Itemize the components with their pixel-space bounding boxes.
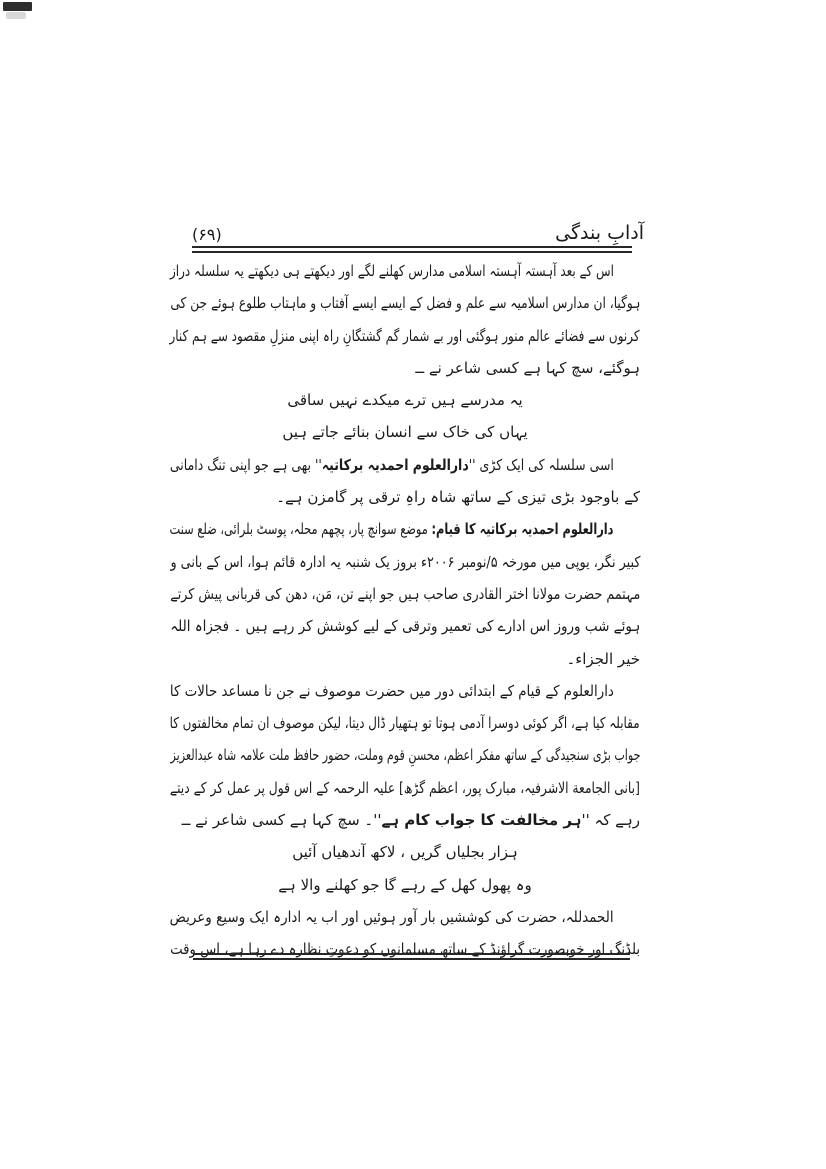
line-text	[170, 320, 640, 352]
text-segment: اس کے بعد آہستہ آہستہ اسلامی مدارس کھلنے لگے اور دیکھتے ہی دیکھتے یہ سلسلہ دراز	[170, 262, 614, 280]
body-line	[170, 481, 640, 513]
page-body	[170, 255, 640, 966]
body-line	[170, 707, 640, 739]
line-text	[170, 449, 614, 481]
line-text	[170, 255, 614, 287]
text-segment: ہوئے شب وروز اس ادارے کی تعمیر وترقی کے لیے کوشش کر رہے ہیں ۔ فجزاہ اللہ	[170, 617, 640, 636]
line-text	[276, 481, 640, 513]
verse-line	[170, 869, 640, 901]
body-line	[170, 643, 640, 675]
line-text	[170, 675, 614, 707]
text-segment: بلڈنگ اور خوبصورت گراؤنڈ کے ساتھ مسلمانوں کو دعوتِ نظارہ دے رہا ہے، اس وقت	[170, 940, 640, 959]
text-segment: یہ مدرسے ہیں ترے میکدے نہیں ساقی	[287, 391, 523, 410]
verse-line	[170, 416, 640, 448]
page-number: (۶۹)	[192, 225, 222, 244]
line-text	[415, 352, 640, 384]
line-text	[170, 513, 614, 545]
text-segment: جواب بڑی سنجیدگی کے ساتھ مفکر اعظم، محسنِ قوم وملت، حضور حافظ ملت علامہ شاہ عبدالعزیز	[170, 746, 640, 765]
body-line	[170, 933, 640, 965]
body-line	[170, 352, 640, 384]
text-segment: وہ پھول کھل کے رہے گا جو کھلنے والا ہے	[278, 875, 532, 894]
text-segment: کبیر نگر، یوپی میں مورخہ ۵/نومبر ۲۰۰۶ء بروز یک شنبہ یہ ادارہ قائم ہوا، اس کے بانی و	[170, 552, 640, 571]
bold-text-segment: دارالعلوم احمدیہ برکاتیہ کا قیام:	[431, 520, 614, 539]
line-text	[278, 869, 531, 901]
text-segment: کرنوں سے فضائے عالم منور ہوگئی اور بے شمار گم گشتگانِ راہ اپنی منزلِ مقصود سے ہم کنار	[170, 326, 640, 345]
body-line	[170, 901, 640, 933]
line-text	[182, 804, 640, 836]
line-text	[170, 739, 640, 771]
body-line	[170, 255, 640, 287]
body-line	[170, 804, 640, 836]
text-segment: خیر الجزاء۔	[566, 649, 640, 668]
text-segment: '' بھی ہے جو اپنی تنگ دامانی	[170, 455, 322, 474]
body-line	[170, 578, 640, 610]
header-rule	[192, 246, 632, 253]
line-text	[282, 416, 527, 448]
line-text	[566, 643, 640, 675]
line-text	[170, 772, 640, 804]
line-text	[170, 901, 614, 933]
line-text	[170, 287, 640, 319]
text-segment: مقابلہ کیا ہے، اگر کوئی دوسرا آدمی ہوتا تو ہتھیار ڈال دیتا، لیکن موصوف ان تمام مخالفتوں کا	[170, 714, 640, 733]
text-segment: [بانی الجامعة الاشرفیہ، مبارک پور، اعظم گڑھ] علیہ الرحمہ کے اس قول پر عمل کر کے دیتے	[170, 778, 640, 797]
bold-text-segment: ہر مخالفت کا جواب کام ہے	[381, 811, 582, 830]
scan-artifact	[3, 2, 32, 11]
body-line	[170, 610, 640, 642]
body-line	[170, 513, 640, 545]
book-title: آدابِ بندگی	[555, 222, 644, 244]
text-segment: ہوگیا، ان مدارس اسلامیہ سے علم و فضل کے ایسے ایسے آفتاب و ماہتاب طلوع ہوئے جن کی	[169, 294, 640, 313]
text-segment: دارالعلوم کے قیام کے ابتدائی دور میں حضرت موصوف نے جن نا مساعد حالات کا	[170, 681, 614, 700]
text-segment: کے باوجود بڑی تیزی کے ساتھ شاہ راہِ ترقی پر گامزن ہے۔	[276, 488, 640, 507]
line-text	[170, 578, 640, 610]
text-segment: الحمدللہ، حضرت کی کوششیں بار آور ہوئیں اور اب یہ ادارہ ایک وسیع وعریض	[170, 907, 614, 926]
verse-line	[170, 836, 640, 868]
body-line	[170, 675, 640, 707]
text-segment: مہتمم حضرت مولانا اختر القادری صاحب ہیں جو اپنے تن، مَن، دھن کی قربانی پیش کرتے	[170, 584, 640, 603]
footer-rule	[193, 953, 630, 960]
line-text	[170, 610, 640, 642]
body-line	[170, 287, 640, 319]
text-segment: ہزار بجلیاں گریں ، لاکھ آندھیاں آئیں	[292, 843, 518, 862]
body-line	[170, 772, 640, 804]
body-line	[170, 449, 640, 481]
page-header	[192, 204, 644, 246]
line-text	[170, 933, 640, 965]
text-segment: یہاں کی خاک سے انسان بنائے جاتے ہیں	[282, 423, 528, 442]
line-text	[170, 546, 640, 578]
text-segment: اسی سلسلہ کی ایک کڑی ''	[468, 455, 614, 474]
body-line	[170, 739, 640, 771]
line-text	[287, 384, 522, 416]
body-line	[170, 546, 640, 578]
text-segment: ہوگئے، سچ کہا ہے کسی شاعر نے ــ	[415, 358, 640, 377]
body-line	[170, 320, 640, 352]
text-segment: رہے کہ ''	[581, 811, 640, 830]
bold-text-segment: دارالعلوم احمدیہ برکاتیہ	[321, 455, 469, 474]
line-text	[292, 836, 518, 868]
text-segment: موضع سوانچ پار، پچھم محلہ، پوسٹ بلرائی، ضلع سنت	[170, 520, 432, 539]
line-text	[170, 707, 640, 739]
text-segment: ''۔ سچ کہا ہے کسی شاعر نے ــ	[181, 811, 382, 830]
verse-line	[170, 384, 640, 416]
